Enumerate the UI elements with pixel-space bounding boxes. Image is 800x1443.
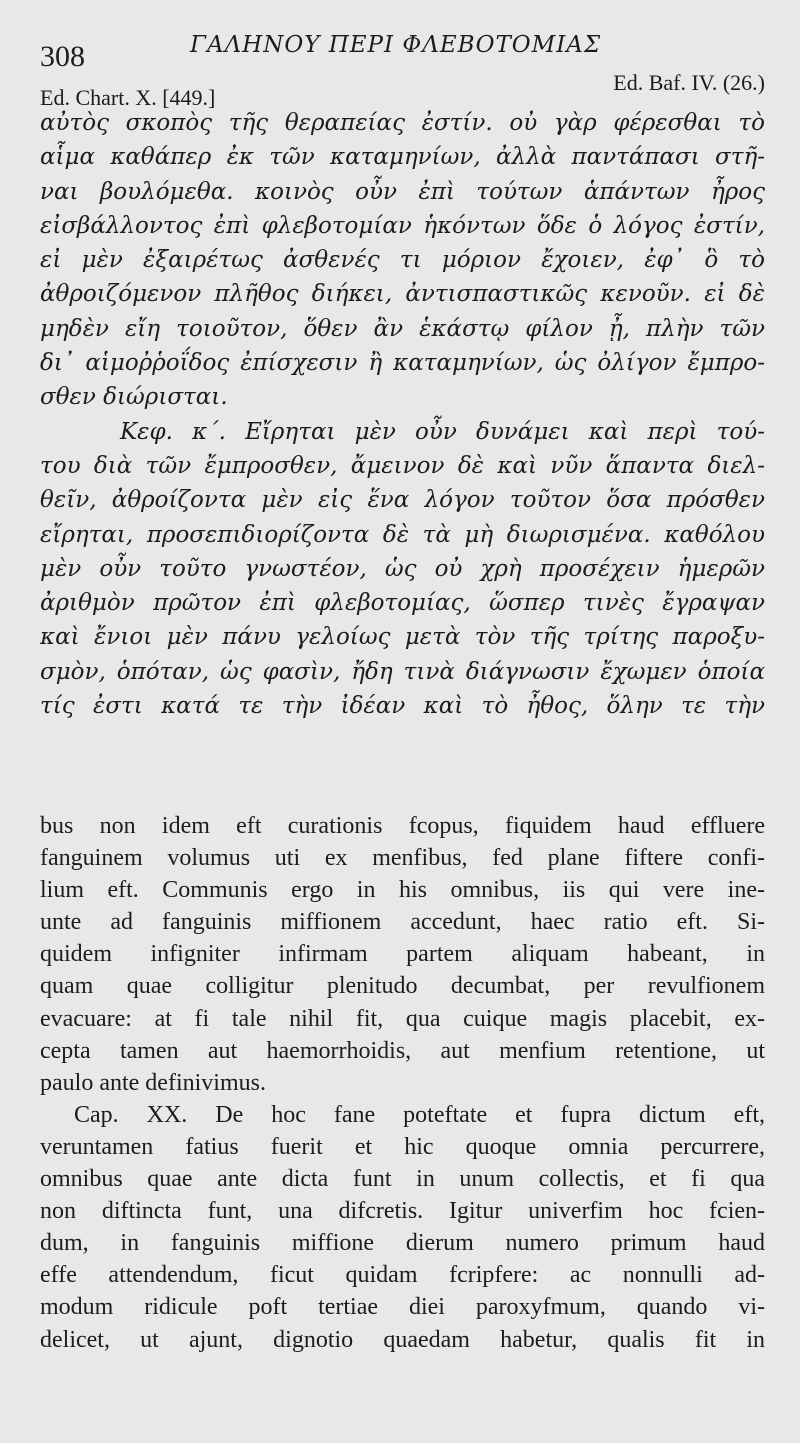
latin-line: quidem infigniter infirmam partem aliquam habeant, in — [40, 941, 765, 968]
greek-line: εἰ μὲν ἐξαιρέτως ἀσθενές τι μόριον ἔχοιεν, ἐφ᾽ ὃ τὸ — [40, 247, 765, 274]
latin-text-block — [40, 810, 765, 1356]
latin-line: lium eft. Communis ergo in his omnibus, iis qui vere ine- — [40, 877, 765, 904]
page-number: 308 — [40, 40, 85, 73]
latin-line: non diftincta funt, una difcretis. Igitur univerfim hoc fcien- — [40, 1198, 765, 1225]
edition-reference-left: Ed. Chart. X. [449.] — [40, 85, 216, 110]
latin-line: veruntamen fatius fuerit et hic quoque omnia percurrere, — [40, 1133, 765, 1160]
greek-line: δι᾽ αἱμοῤῥοΐδος ἐπίσχεσιν ἢ καταμηνίων, ὡς ὀλίγον ἔμπρο- — [40, 350, 765, 377]
greek-text-block — [40, 106, 765, 723]
greek-line: αὐτὸς σκοπὸς τῆς θεραπείας ἐστίν. οὐ γὰρ φέρεσθαι τὸ — [40, 110, 765, 136]
latin-chapter-heading-line: Cap. XX. De hoc fane poteftate et fupra dictum eft, — [74, 1101, 765, 1128]
latin-line: bus non idem eft curationis fcopus, fiquidem haud effluere — [40, 813, 765, 839]
greek-line: αἷμα καθάπερ ἐκ τῶν καταμηνίων, ἀλλὰ παντάπασι στῆ- — [40, 144, 765, 171]
greek-line: ἀθροιζόμενον πλῆθος διήκει, ἀντισπαστικῶς κενοῦν. εἰ δὲ — [40, 281, 765, 308]
edition-reference-right: Ed. Baf. IV. (26.) — [613, 70, 765, 95]
greek-line: τίς ἐστι κατά τε τὴν ἰδέαν καὶ τὸ ἦθος, ὅλην τε τὴν — [40, 693, 765, 720]
greek-line: καὶ ἔνιοι μὲν πάνυ γελοίως μετὰ τὸν τῆς τρίτης παροξυ- — [40, 624, 765, 651]
latin-line: paulo ante definivimus. — [40, 1069, 266, 1096]
latin-line: fanguinem volumus uti ex menfibus, fed plane fiftere confi- — [40, 845, 765, 872]
greek-line: εἴρηται, προσεπιδιορίζοντα δὲ τὰ μὴ διωρισμένα. καθόλου — [40, 521, 765, 548]
latin-line: quam quae colligitur plenitudo decumbat, per revulfionem — [40, 973, 765, 1000]
greek-line: του διὰ τῶν ἔμπροσθεν, ἄμεινον δὲ καὶ νῦν ἅπαντα διελ- — [40, 452, 765, 479]
greek-line: μὲν οὖν τοῦτο γνωστέον, ὡς οὐ χρὴ προσέχειν ἡμερῶν — [40, 555, 765, 582]
greek-line: σμὸν, ὁπόταν, ὡς φασὶν, ἤδη τινὰ διάγνωσιν ἔχωμεν ὁποία — [40, 658, 765, 685]
latin-line: unte ad fanguinis miffionem accedunt, haec ratio eft. Si- — [40, 909, 765, 936]
greek-line: μηδὲν εἴη τοιοῦτον, ὅθεν ἂν ἑκάστῳ φίλον ᾖ, πλὴν τῶν — [40, 315, 765, 342]
latin-line: evacuare: at fi tale nihil fit, qua cuique magis placebit, ex- — [40, 1005, 765, 1032]
latin-line: effe attendendum, ficut quidam fcripfere: ac nonnulli ad- — [40, 1262, 765, 1289]
greek-line: ναι βουλόμεθα. κοινὸς οὖν ἐπὶ τούτων ἁπάντων ἦρος — [40, 178, 765, 205]
latin-line: cepta tamen aut haemorrhoidis, aut menfium retentione, ut — [40, 1037, 765, 1064]
greek-chapter-heading-line: Κεφ. κ΄. Εἴρηται μὲν οὖν δυνάμει καὶ περὶ τού- — [120, 418, 765, 445]
greek-line: σθεν διώρισται. — [40, 384, 228, 411]
running-title: ΓΑΛΗΝΟΥ ΠΕΡΙ ΦΛΕΒΟΤΟΜΙΑΣ — [190, 32, 602, 58]
latin-line: delicet, ut ajunt, dignotio quaedam habetur, qualis fit in — [40, 1326, 765, 1353]
greek-line: εἰσβάλλοντος ἐπὶ φλεβοτομίαν ἡκόντων ὅδε ὁ λόγος ἐστίν, — [40, 212, 765, 239]
greek-line: ἀριθμὸν πρῶτον ἐπὶ φλεβοτομίας, ὥσπερ τινὲς ἔγραψαν — [40, 590, 765, 617]
greek-line: θεῖν, ἀθροίζοντα μὲν εἰς ἕνα λόγον τοῦτον ὅσα πρόσθεν — [40, 487, 765, 514]
latin-line: omnibus quae ante dicta funt in unum collectis, et fi qua — [40, 1166, 765, 1193]
latin-line: modum ridicule poft tertiae diei paroxyfmum, quando vi- — [40, 1294, 765, 1321]
latin-line: dum, in fanguinis miffione dierum numero primum haud — [40, 1230, 765, 1257]
